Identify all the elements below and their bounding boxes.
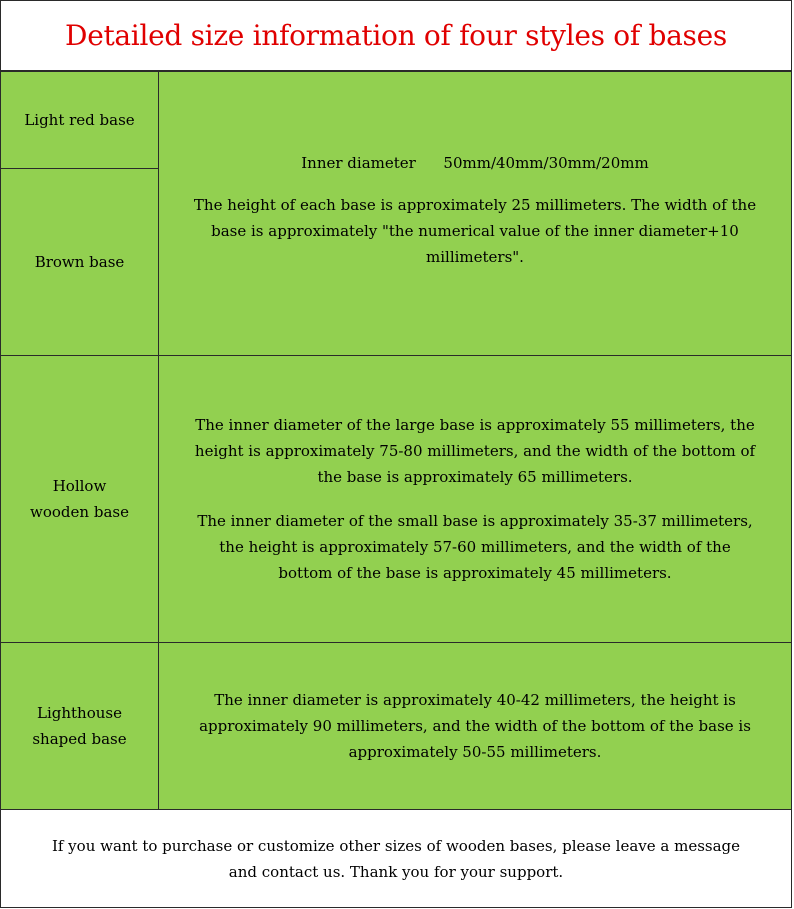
detail-cell-light-red-brown — [158, 71, 792, 356]
footer-line2: and contact us. Thank you for your support. — [228, 862, 564, 881]
lighthouse-detail-line2: approximately 90 millimeters, and the width of the bottom of the base is — [199, 717, 751, 735]
height-note-line3: millimeters". — [426, 248, 524, 266]
page-title: Detailed size information of four styles of bases — [65, 19, 727, 52]
detail-cell-hollow — [158, 355, 792, 643]
row-label-brown-base — [0, 168, 159, 356]
label-hollow-line1: Hollow — [52, 477, 107, 495]
detail-cell-lighthouse — [158, 642, 792, 810]
label-hollow-line2: wooden base — [30, 503, 129, 521]
hollow-small-line3: bottom of the base is approximately 45 millimeters. — [278, 564, 672, 582]
inner-diameter-label: Inner diameter — [301, 154, 416, 172]
label-brown: Brown base — [34, 253, 125, 271]
page-title-box — [0, 0, 792, 71]
paragraph-gap — [195, 490, 755, 508]
footer-line1: If you want to purchase or customize other sizes of wooden bases, please leave a message — [51, 836, 741, 855]
label-light-red: Light red base — [24, 111, 135, 129]
label-lighthouse-line1: Lighthouse — [37, 704, 122, 722]
lighthouse-detail-line1: The inner diameter is approximately 40-42 millimeters, the height is — [214, 691, 736, 709]
hollow-large-line3: the base is approximately 65 millimeters. — [317, 468, 633, 486]
hollow-small-line2: the height is approximately 57-60 millimeters, and the width of the — [219, 538, 731, 556]
row-label-hollow-wooden-base — [0, 355, 159, 643]
hollow-large-line1: The inner diameter of the large base is approximately 55 millimeters, the — [195, 416, 755, 434]
lighthouse-detail-line3: approximately 50-55 millimeters. — [348, 743, 602, 761]
size-table — [0, 71, 792, 810]
row-label-lighthouse-base — [0, 642, 159, 810]
height-note-line2: base is approximately "the numerical value of the inner diameter+10 — [211, 222, 739, 240]
height-note-line1: The height of each base is approximately 25 millimeters. The width of the — [193, 196, 757, 214]
hollow-small-line1: The inner diameter of the small base is approximately 35-37 millimeters, — [197, 512, 753, 530]
inner-diameter-line — [194, 150, 756, 176]
hollow-large-line2: height is approximately 75-80 millimeters, and the width of the bottom of — [194, 442, 756, 460]
contact-footer — [0, 809, 792, 908]
row-label-light-red-base — [0, 71, 159, 169]
label-lighthouse-line2: shaped base — [32, 730, 127, 748]
inner-diameter-values: 50mm/40mm/30mm/20mm — [443, 154, 649, 172]
